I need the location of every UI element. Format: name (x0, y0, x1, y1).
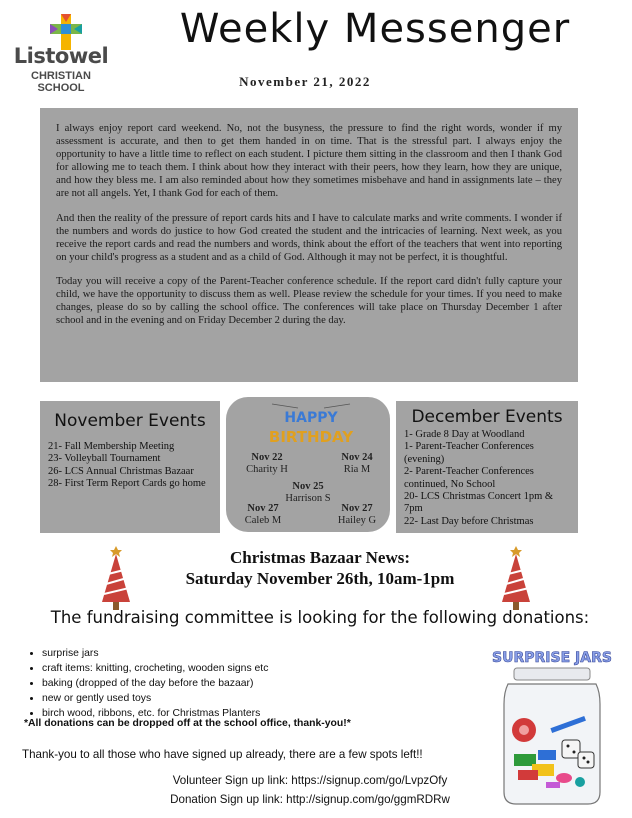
thank-you-text: Thank-you to all those who have signed up already, there are a few spots left!! (22, 748, 423, 761)
event-item: 26- LCS Annual Christmas Bazaar (48, 465, 194, 477)
birthday-name: Hailey G (337, 515, 377, 526)
donation-item: • new or gently used toys (42, 691, 372, 706)
logo-subtitle: CHRISTIAN SCHOOL (31, 70, 91, 94)
event-item: 1- Grade 8 Day at Woodland (404, 429, 525, 440)
event-item: 23- Volleyball Tournament (48, 453, 161, 465)
newsletter-date: November 21, 2022 (239, 74, 371, 89)
bazaar-date-heading: Saturday November 26th, 10am-1pm (185, 569, 455, 588)
christmas-tree-icon (500, 544, 532, 614)
donation-item: • baking (dropped of the day before the bazaar) (42, 676, 372, 691)
december-events-box (396, 401, 578, 533)
december-events-title: December Events (411, 407, 563, 427)
page-title: Weekly Messenger (179, 6, 571, 52)
birthday-name: Caleb M (244, 515, 282, 526)
event-item: 22- Last Day before Christmas (404, 515, 534, 527)
christmas-tree-icon (100, 544, 132, 614)
surprise-jar-icon (492, 642, 612, 808)
birthday-name: Charity H (246, 464, 288, 475)
principal-letter (40, 108, 578, 382)
fundraising-heading: The fundraising committee is looking for the following donations: (50, 608, 590, 627)
birthday-date: Nov 24 (341, 452, 373, 463)
banner-birthday: BIRTHDAY (268, 428, 354, 446)
letter-paragraph: And then the reality of the pressure of report cards hits and I have to calculate marks and write comments. I wonder if the numbers and words do justice to how God created the student and the intricacies of learning. Next week, as you receive the report cards and read the numbers and words, think about the effort of the teachers that went into reporting on your child's progress as a student and as a child of God. Although it may not be perfect, it is thoughtful. (56, 212, 562, 263)
event-item: 1- Parent-Teacher Conferences (evening) (404, 441, 534, 465)
november-events-title: November Events (54, 411, 206, 431)
volunteer-signup-link[interactable]: Volunteer Sign up link: https://signup.com/go/LvpzOfy (172, 774, 448, 787)
birthday-name: Harrison S (285, 493, 331, 504)
event-item: 21- Fall Membership Meeting (48, 441, 175, 452)
letter-paragraph: I always enjoy report card weekend. No, not the busyness, the pressure to find the right words, wonder if my assessment is accurate, and then to get them handed in on time. That is the stressful part. I always enjoy the opportunity to have a little time to reflect on each student. I picture them sitting in the classroom and then I thank God for allowing me to teach them. I think about how they interact with their peers, how they learn, how they are unique, and how they bless me. I am also reminded about how they sometimes misbehave and hand in assignments late – they are not all angels. Yet, I thank God for each of them. (56, 123, 562, 200)
donation-item: • birch wood, ribbons, etc. for Christmas Planters (42, 706, 372, 721)
birthday-name: Ria M (343, 464, 371, 475)
birthday-date: Nov 22 (251, 452, 283, 463)
november-events-box (40, 401, 220, 533)
happy-birthday-banner-icon (268, 400, 354, 450)
jar-label: SURPRISE JARS (492, 650, 612, 666)
event-item: 2- Parent-Teacher Conferences continued, No School (404, 466, 534, 490)
november-events-list (48, 441, 212, 491)
event-item: 28- First Term Report Cards go home (48, 478, 206, 490)
banner-happy: HAPPY (284, 410, 338, 426)
event-item: 20- LCS Christmas Concert 1pm & 7pm (404, 491, 554, 515)
logo-name: Listowel (13, 44, 109, 68)
donations-note: *All donations can be dropped off at the school office, thank-you!* (24, 718, 351, 729)
letter-paragraph: Today you will receive a copy of the Parent-Teacher conference schedule. If the report card didn't fully capture your child, we have the opportunity to discuss them as well. Please review the schedule for your times. If you need to make changes, please do so by calling the school office. The conferences will take place on Thursday December 1 after school and in the evening and on Friday December 2 during the day. (56, 275, 562, 327)
birthday-date: Nov 27 (247, 503, 279, 514)
donations-list (28, 646, 372, 721)
birthday-date: Nov 27 (341, 503, 373, 514)
donation-item: • surprise jars (42, 646, 372, 661)
donation-signup-link[interactable]: Donation Sign up link: http://signup.com/go/ggmRDRw (170, 793, 450, 806)
december-events-list (404, 429, 570, 528)
bazaar-heading: Christmas Bazaar News: (229, 548, 411, 567)
donation-item: • craft items: knitting, crocheting, wooden signs etc (42, 661, 372, 676)
birthday-date: Nov 25 (292, 481, 324, 492)
